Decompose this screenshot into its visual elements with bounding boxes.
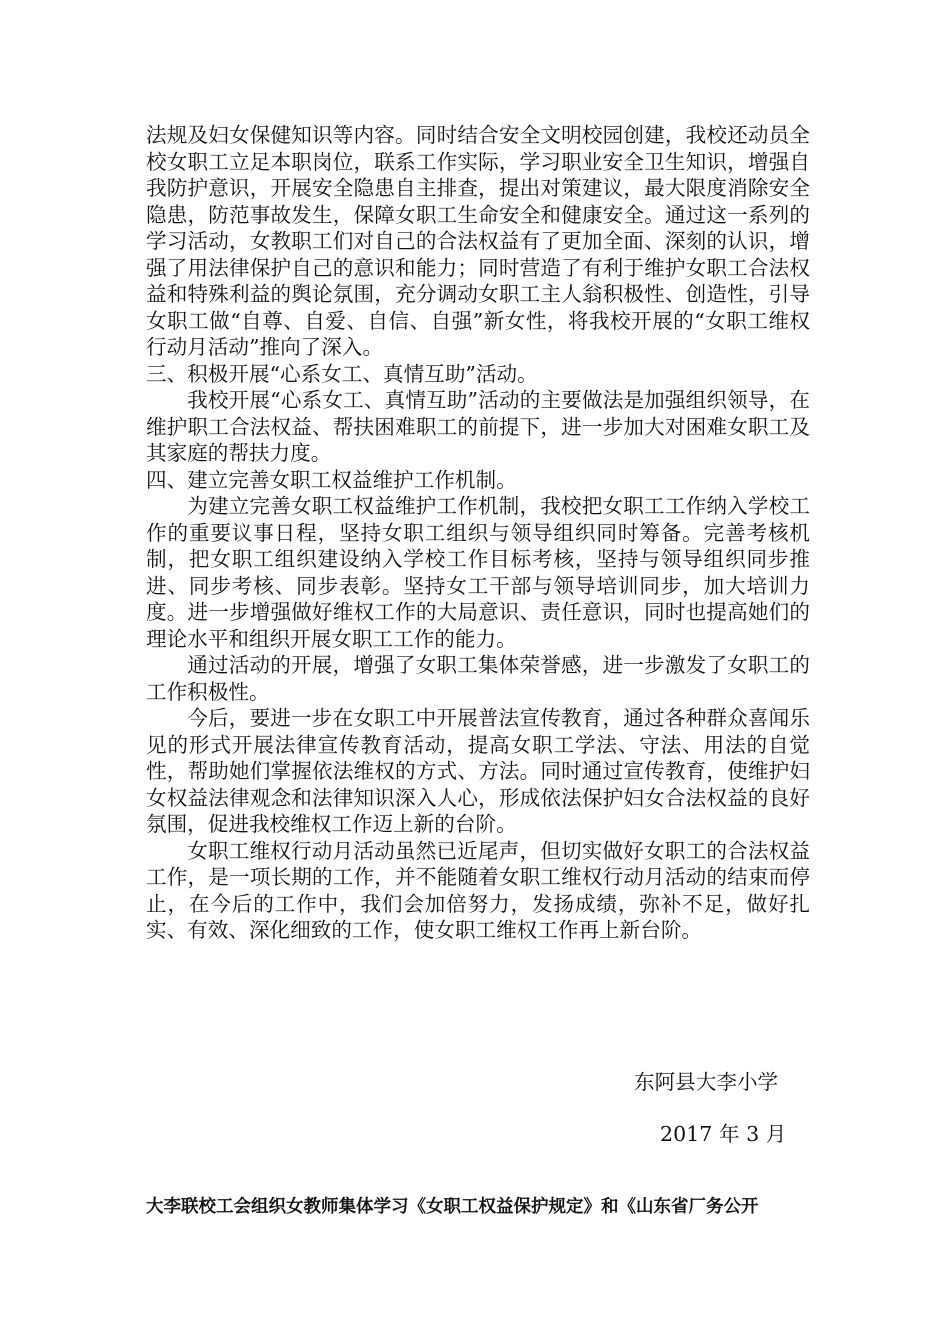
next-article-title: 大李联校工会组织女教师集体学习《女职工权益保护规定》和《山东省厂务公开 <box>146 1197 759 1217</box>
signature-organization: 东阿县大李小学 <box>634 1070 779 1094</box>
document-body <box>146 122 810 944</box>
section-heading-4: 四、建立完善女职工权益维护工作机制。 <box>146 467 517 492</box>
section-heading-3: 三、积极开展“心系女工、真情互助”活动。 <box>146 361 538 386</box>
paragraph-future: 今后，要进一步在女职工中开展普法宣传教育，通过各种群众喜闻乐见的形式开展法律宣传教育活动，提高女职工学法、守法、用法的自觉性，帮助她们掌握依法维权的方式、方法。同时通过宣传教育，使维护妇女权益法律观念和法律知识深入人心，形成依法保护妇女合法权益的良好氛围，促进我校维权工作迈上新的台阶。 <box>146 706 810 836</box>
paragraph-section-3: 我校开展“心系女工、真情互助”活动的主要做法是加强组织领导，在维护职工合法权益、帮扶困难职工的前提下，进一步加大对困难女职工及其家庭的帮扶力度。 <box>146 388 810 465</box>
paragraph-section-4: 为建立完善女职工权益维护工作机制，我校把女职工工作纳入学校工作的重要议事日程，坚持女职工组织与领导组织同时筹备。完善考核机制，把女职工组织建设纳入学校工作目标考核，坚持与领导组织同步推进、同步考核、同步表彰。坚持女工干部与领导培训同步，加大培训力度。进一步增强做好维权工作的大局意识、责任意识，同时也提高她们的理论水平和组织开展女职工工作的能力。 <box>146 494 810 651</box>
signature-date: 2017 年 3 月 <box>660 1122 787 1146</box>
paragraph-summary: 通过活动的开展，增强了女职工集体荣誉感，进一步激发了女职工的工作积极性。 <box>146 653 810 704</box>
paragraph-closing: 女职工维权行动月活动虽然已近尾声，但切实做好女职工的合法权益工作，是一项长期的工作，并不能随着女职工维权行动月活动的结束而停止，在今后的工作中，我们会加倍努力，发扬成绩，弥补不足，做好扎实、有效、深化细致的工作，使女职工维权工作再上新台阶。 <box>146 838 810 942</box>
paragraph-continuation: 法规及妇女保健知识等内容。同时结合安全文明校园创建，我校还动员全校女职工立足本职岗位，联系工作实际，学习职业安全卫生知识，增强自我防护意识，开展安全隐患自主排查，提出对策建议，最大限度消除安全隐患，防范事故发生，保障女职工生命安全和健康安全。通过这一系列的学习活动，女教职工们对自己的合法权益有了更加全面、深刻的认识，增强了用法律保护自己的意识和能力；同时营造了有利于维护女职工合法权益和特殊利益的舆论氛围，充分调动女职工主人翁积极性、创造性，引导女职工做“自尊、自爱、自信、自强”新女性，将我校开展的“女职工维权行动月活动”推向了深入。 <box>146 123 810 359</box>
